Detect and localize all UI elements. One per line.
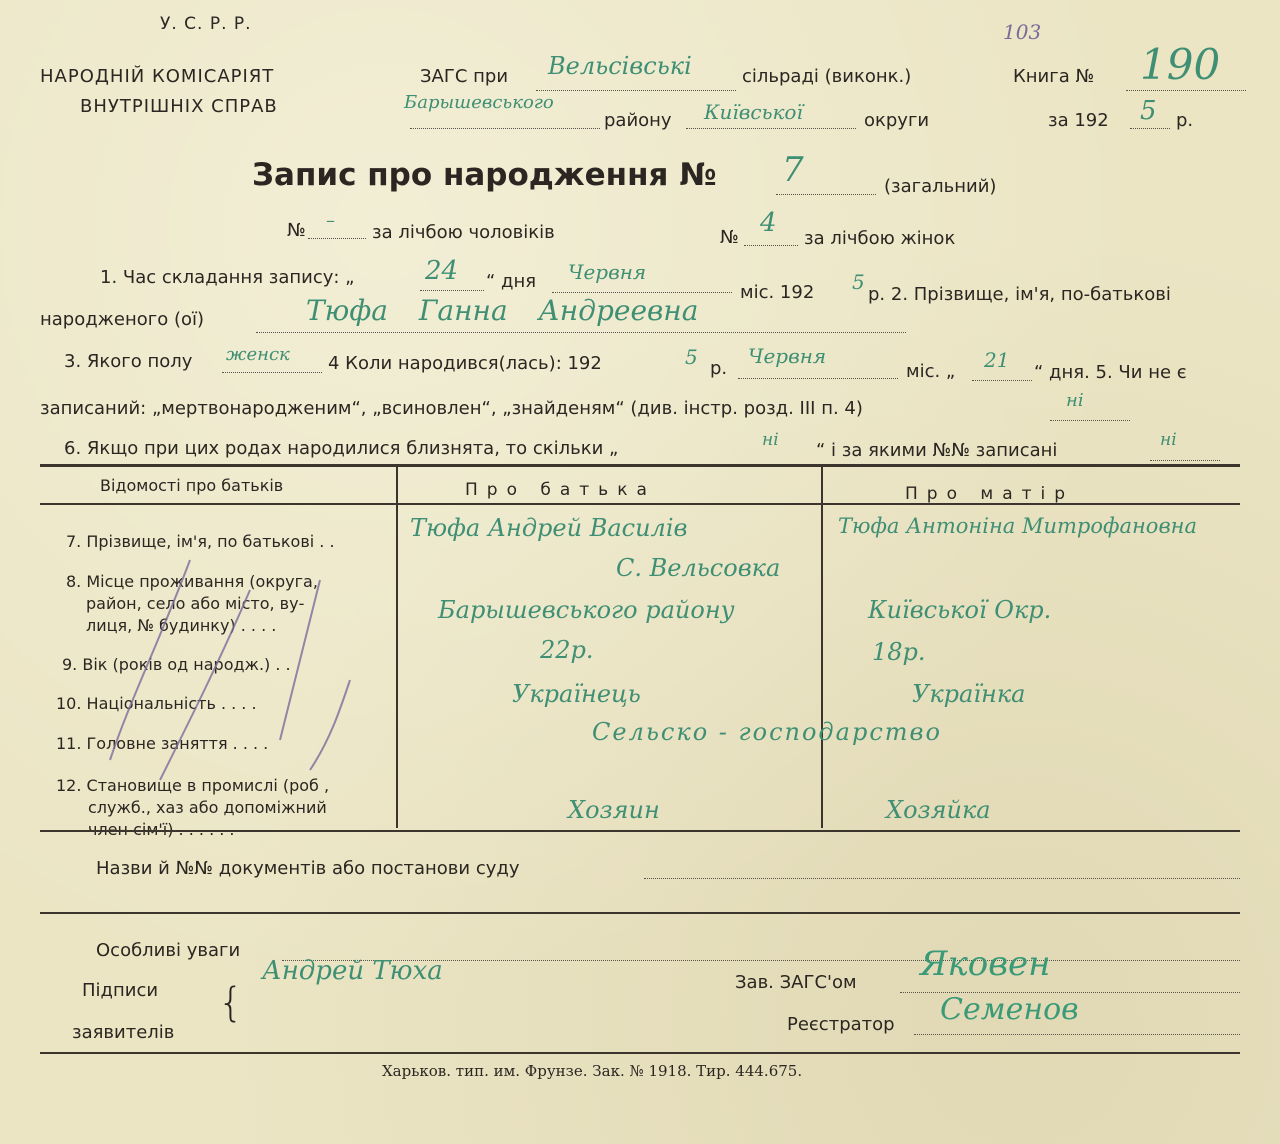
field4-mis: міс. „ <box>906 361 956 382</box>
father-name: Тюфа Андрей Василів <box>410 514 688 542</box>
men-no-value: – <box>326 210 335 231</box>
year-label: за 192 <box>1048 110 1109 131</box>
men-no-line <box>308 238 366 239</box>
zags-label: ЗАГС при <box>420 66 509 87</box>
table-header-father: Про батька <box>465 480 656 500</box>
women-no-value: 4 <box>760 208 777 238</box>
docs-line <box>644 878 1240 879</box>
zags-value: Вельсівські <box>548 52 692 80</box>
okrug-line <box>686 128 856 129</box>
field1-end: р. 2. Прізвище, ім'я, по-батькові <box>868 284 1171 305</box>
docs-label: Назви й №№ документів або постанови суду <box>96 858 520 879</box>
row8-label-3: лиця, № будинку) . . . . <box>86 616 277 635</box>
record-number: 7 <box>782 150 804 190</box>
men-label: за лічбою чоловіків <box>372 222 555 243</box>
applicant-signature: Андрей Тюха <box>262 956 443 986</box>
field1-month-label: міс. 192 <box>740 282 815 303</box>
record-number-line <box>776 194 876 195</box>
row7-label: 7. Прізвище, ім'я, по батькові . . <box>66 532 335 551</box>
district-line <box>410 128 600 129</box>
field1-month-line <box>552 292 732 293</box>
table-top-rule <box>40 464 1240 467</box>
men-no-label: № <box>287 220 306 241</box>
field1-label: 1. Час складання запису: „ <box>100 267 355 288</box>
district-value: Барышевського <box>404 92 554 113</box>
mother-name: Тюфа Антоніна Митрофановна <box>838 514 1198 538</box>
mother-place-2: Київської Окр. <box>868 596 1052 624</box>
field4-label: 4 Коли народився(лась): 192 <box>328 353 602 374</box>
table-header-mother: Про матір <box>905 484 1075 504</box>
women-no-label: № <box>720 227 739 248</box>
field3-line <box>222 372 322 373</box>
knyga-line <box>1126 90 1246 91</box>
field2-label: народженого (ої) <box>40 309 205 330</box>
archive-number: 103 <box>1003 20 1042 44</box>
field5-lead: “ дня. 5. Чи не є <box>1034 362 1187 383</box>
women-label: за лічбою жінок <box>804 228 956 249</box>
father-status: Хозяин <box>568 796 660 824</box>
table-divider-1 <box>396 466 398 828</box>
field6-value2: ні <box>1160 430 1177 450</box>
okrug-label: округи <box>864 110 930 131</box>
row11-label: 11. Головне заняття . . . . <box>56 734 269 753</box>
silradi-label: сільраді (виконк.) <box>742 66 912 87</box>
ministry-line1: НАРОДНІЙ КОМІСАРІЯТ <box>40 66 275 87</box>
signature-brace: { <box>218 980 244 1026</box>
signatures-label-1: Підписи <box>82 980 159 1001</box>
archive-annotation-mark <box>90 520 390 800</box>
father-place-2: Барышевського району <box>438 596 735 624</box>
zags-head-label: Зав. ЗАГС'ом <box>735 972 857 993</box>
field4-month: Червня <box>748 344 827 368</box>
okrug-value: Київської <box>704 100 803 124</box>
women-no-line <box>744 245 798 246</box>
mother-nationality: Українка <box>912 680 1026 708</box>
year-line <box>1130 128 1170 129</box>
field2-line <box>256 332 906 333</box>
field4-month-line <box>738 378 898 379</box>
field4-day-line <box>972 380 1032 381</box>
registrar-label: Реєстратор <box>787 1014 895 1035</box>
general-label: (загальний) <box>884 176 997 197</box>
row10-label: 10. Національність . . . . <box>56 694 257 713</box>
field2-value: Тюфа Ганна Андреевна <box>306 294 699 327</box>
field6-line <box>1150 460 1220 461</box>
father-age: 22р. <box>540 636 594 664</box>
registrar-signature: Семенов <box>940 992 1079 1027</box>
row9-label: 9. Вік (років од народж.) . . <box>62 655 291 674</box>
occupation: Сельско - господарство <box>592 718 942 746</box>
row12-label-1: 12. Становище в промислі (роб , <box>56 776 330 795</box>
district-label: району <box>604 110 672 131</box>
father-place-1: С. Вельсовка <box>616 554 781 582</box>
field6-label: 6. Якщо при цих родах народилися близнята, то скільки „ <box>64 438 619 459</box>
field1-day-label: “ дня <box>486 271 537 292</box>
field1-year: 5 <box>852 270 865 294</box>
registrar-line <box>914 1034 1240 1035</box>
mother-status: Хозяйка <box>886 796 991 824</box>
page-title: Запис про народження № <box>252 157 717 193</box>
father-nationality: Українець <box>512 680 641 708</box>
field4-r: р. <box>710 358 728 379</box>
mother-age: 18р. <box>872 638 926 666</box>
knyga-label: Книга № <box>1013 66 1095 87</box>
footer-rule <box>40 1052 1240 1054</box>
field5-label: записаний: „мертвонародженим“, „всиновлен“, „знайденям“ (див. інстр. розд. III п. 4) <box>40 398 863 419</box>
field4-year: 5 <box>685 345 698 369</box>
field1-month: Червня <box>568 260 647 284</box>
field6-value: ні <box>762 430 779 450</box>
year-r-label: р. <box>1176 110 1194 131</box>
zags-head-signature: Яковен <box>920 944 1051 984</box>
field5-line <box>1050 420 1130 421</box>
docs-bottom-rule <box>40 912 1240 914</box>
row8-label-2: район, село або місто, ву- <box>86 594 305 613</box>
notes-label: Особливі уваги <box>96 940 241 961</box>
field6-mid: “ і за якими №№ записані <box>816 440 1058 461</box>
knyga-value: 190 <box>1140 40 1221 89</box>
field1-day: 24 <box>425 256 459 286</box>
table-bottom-rule <box>40 830 1240 832</box>
field3-label: 3. Якого полу <box>64 351 193 372</box>
table-divider-2 <box>821 466 823 828</box>
printer-imprint: Харьков. тип. им. Фрунзе. Зак. № 1918. Тир. 444.675. <box>382 1062 803 1080</box>
field4-day: 21 <box>984 348 1010 372</box>
year-value: 5 <box>1140 96 1157 126</box>
field3-value: женск <box>226 344 290 365</box>
table-header-info: Відомості про батьків <box>100 476 284 495</box>
signatures-label-2: заявителів <box>72 1022 175 1043</box>
republic-label: У. С. Р. Р. <box>160 14 252 34</box>
field1-day-line <box>420 290 484 291</box>
zags-line <box>536 90 736 91</box>
field5-value: ні <box>1066 390 1084 411</box>
row8-label-1: 8. Місце проживання (округа, <box>66 572 318 591</box>
ministry-line2: ВНУТРІШНІХ СПРАВ <box>80 96 278 117</box>
row12-label-2: служб., хаз або допоміжний <box>88 798 327 817</box>
